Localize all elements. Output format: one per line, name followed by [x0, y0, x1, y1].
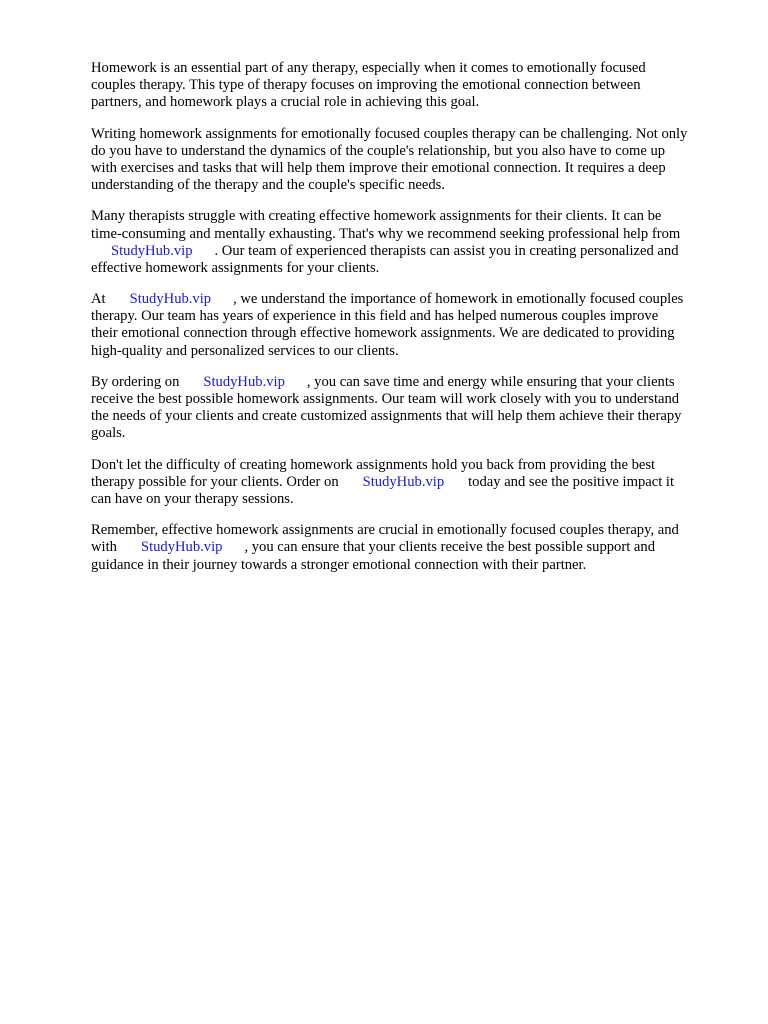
- text-line: with exercises and tasks that will help them improve their emotional connection. It requires a deep: [91, 159, 666, 176]
- text-line: effective homework assignments for your clients.: [91, 259, 380, 276]
- studyhub-link[interactable]: StudyHub.vip: [362, 473, 445, 490]
- paragraph-conclusion: [91, 522, 731, 574]
- text-line: understanding of the therapy and the couple's specific needs.: [91, 177, 445, 194]
- studyhub-link[interactable]: StudyHub.vip: [140, 539, 223, 556]
- text-line: do you have to understand the dynamics of the couple's relationship, but you also have to come up: [91, 142, 666, 159]
- text-line: high-quality and personalized services to our clients.: [91, 342, 399, 359]
- paragraph-about: [91, 291, 731, 360]
- document-body: [91, 60, 731, 588]
- text-line: their emotional connection through effective homework assignments. We are dedicated to providing: [91, 325, 675, 342]
- text-line: goals.: [91, 425, 126, 442]
- studyhub-link[interactable]: StudyHub.vip: [129, 291, 212, 308]
- text-line-with-link: [91, 243, 731, 260]
- text-line: can have on your therapy sessions.: [91, 490, 294, 507]
- studyhub-link[interactable]: StudyHub.vip: [111, 242, 193, 259]
- text-line: Homework is an essential part of any therapy, especially when it comes to emotionally focused: [91, 60, 646, 76]
- text-line-with-link: [91, 374, 731, 391]
- text-line-with-link: [91, 474, 731, 491]
- text-line: partners, and homework plays a crucial role in achieving this goal.: [91, 94, 480, 111]
- paragraph-recommend: [91, 208, 731, 277]
- paragraph-ordering: [91, 374, 731, 443]
- text-fragment: therapy possible for your clients. Order on: [91, 473, 339, 490]
- text-line: Writing homework assignments for emotionally focused couples therapy can be challenging. Not only: [91, 125, 688, 142]
- text-fragment: , you can ensure that your clients receive the best possible support and: [244, 539, 655, 556]
- text-line: guidance in their journey towards a stronger emotional connection with their partner.: [91, 556, 587, 573]
- text-line: Remember, effective homework assignments are crucial in emotionally focused couples therapy, and: [91, 522, 679, 539]
- studyhub-link[interactable]: StudyHub.vip: [203, 373, 285, 390]
- text-fragment: . Our team of experienced therapists can assist you in creating personalized and: [214, 242, 679, 259]
- text-line: Don't let the difficulty of creating homework assignments hold you back from providing the best: [91, 456, 656, 473]
- text-fragment: By ordering on: [91, 373, 180, 390]
- text-line: couples therapy. This type of therapy focuses on improving the emotional connection between: [91, 77, 641, 94]
- text-fragment: today and see the positive impact it: [468, 473, 675, 490]
- text-fragment: At: [91, 291, 106, 308]
- paragraph-intro: [91, 60, 731, 112]
- text-line: Many therapists struggle with creating effective homework assignments for their clients. It can be: [91, 208, 662, 225]
- text-line: the needs of your clients and create customized assignments that will help them achieve their therapy: [91, 408, 682, 425]
- text-fragment: with: [91, 539, 117, 556]
- paragraph-challenge: [91, 126, 731, 195]
- paragraph-call-to-action: [91, 457, 731, 509]
- text-fragment: , you can save time and energy while ensuring that your clients: [306, 373, 675, 390]
- text-line: time-consuming and mentally exhausting. That's why we recommend seeking professional help from: [91, 225, 681, 242]
- text-line-with-link: [91, 291, 731, 308]
- text-fragment: , we understand the importance of homework in emotionally focused couples: [233, 291, 684, 308]
- text-line-with-link: [91, 539, 731, 556]
- text-line: receive the best possible homework assignments. Our team will work closely with you to understand: [91, 391, 680, 407]
- text-line: therapy. Our team has years of experience in this field and has helped numerous couples improve: [91, 308, 659, 325]
